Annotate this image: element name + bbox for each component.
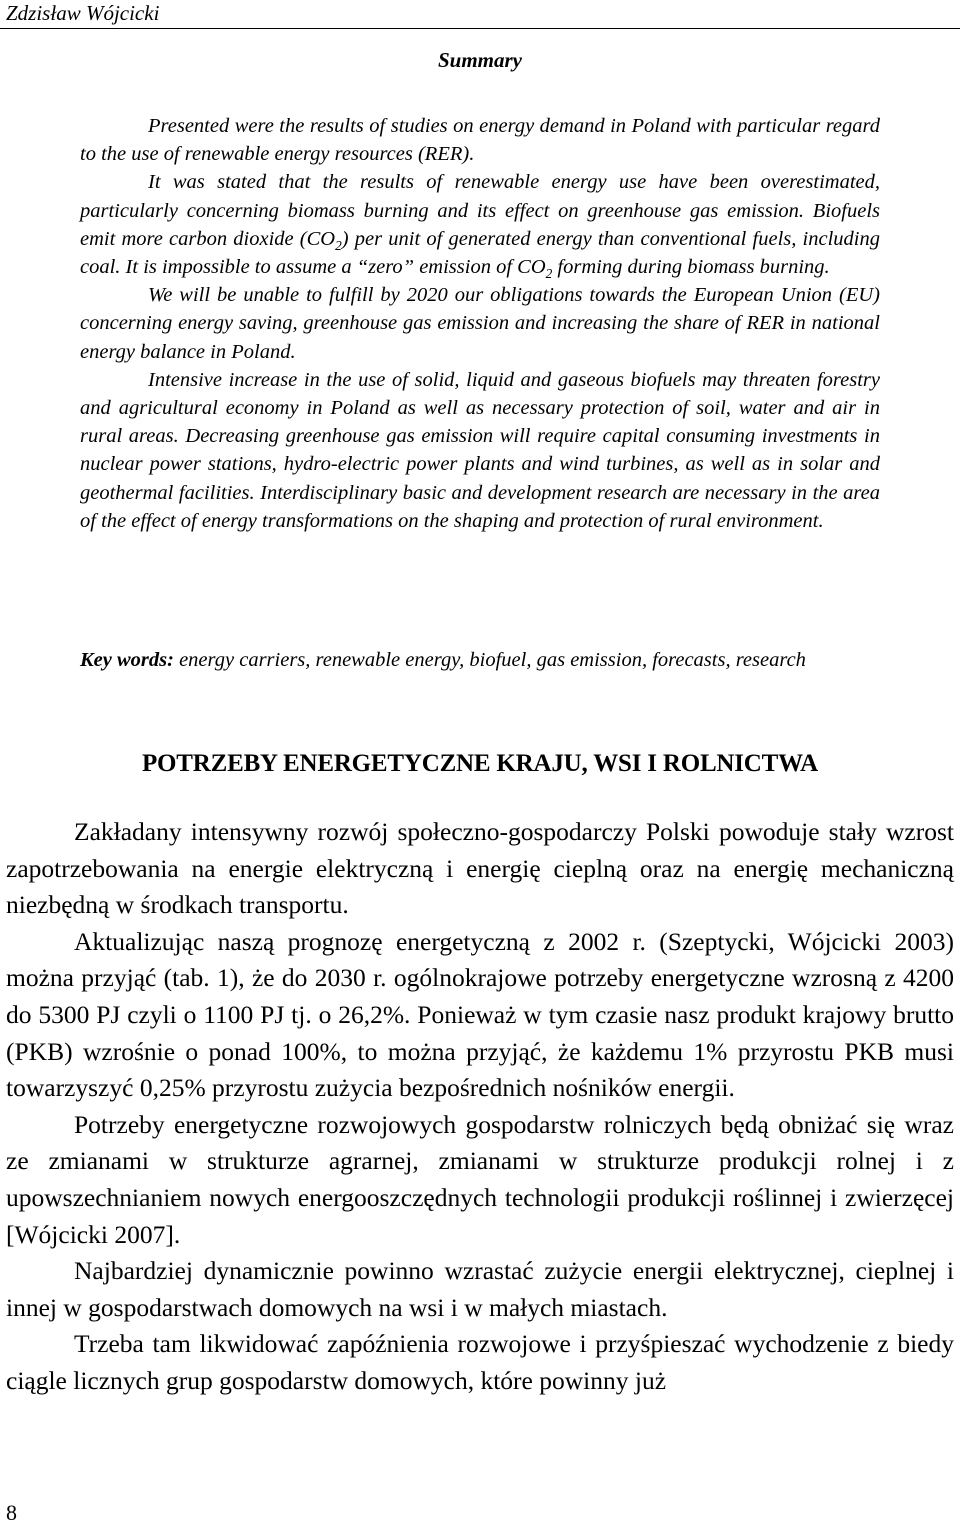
body-paragraph: Potrzeby energetyczne rozwojowych gospodarstw rolniczych będą obniżać się wraz ze zmianami w strukturze agrarnej, zmianami w strukturze produkcji rolnej i z upowszechnianiem nowych energooszczędnych technologii produkcji roślinnej i zwierzęcej [Wójcicki 2007].	[6, 1109, 954, 1249]
page-number: 8	[6, 1500, 17, 1525]
body-text	[6, 814, 954, 1400]
summary-p4: Intensive increase in the use of solid, liquid and gaseous biofuels may threaten forestry and agricultural economy in Poland as well as necessary protection of soil, water and air in rural areas. Decreasing greenhouse gas emission will require capital consuming investments in nuclear power stations, hydro-electric power plants and wind turbines, as well as in solar and geothermal facilities. Interdisciplinary basic and development research are necessary in the area of the effect of energy transformations on the shaping and protection of rural environment.	[80, 368, 880, 532]
header-author: Zdzisław Wójcicki	[6, 1, 160, 25]
summary-title: Summary	[437, 48, 523, 72]
summary-abstract	[80, 112, 880, 535]
body-paragraph: Najbardziej dynamicznie powinno wzrastać zużycie energii elektrycznej, cieplnej i innej w gospodarstwach domowych na wsi i w małych miastach.	[6, 1256, 954, 1322]
running-header	[0, 0, 960, 29]
subscript: 2	[545, 266, 553, 282]
summary-paragraph	[80, 112, 880, 168]
body-paragraph: Zakładany intensywny rozwój społeczno-gospodarczy Polski powoduje stały wzrost zapotrzebowania na energie elektryczną i energię cieplną oraz na energię mechaniczną niezbędną w środkach transportu.	[6, 817, 954, 920]
summary-p2-b: ) per unit of generated energy than conventional fuels, including coal. It is impossible to assume a “zero” emission of CO	[80, 227, 880, 279]
summary-paragraph	[80, 168, 880, 281]
summary-p3: We will be unable to fulfill by 2020 our obligations towards the European Union (EU) concerning energy saving, greenhouse gas emission and increasing the share of RER in national energy balance in Poland.	[80, 284, 880, 363]
summary-paragraph	[80, 281, 880, 366]
body-paragraph: Aktualizując naszą prognozę energetyczną z 2002 r. (Szeptycki, Wójcicki 2003) można przyjąć (tab. 1), że do 2030 r. ogólnokrajowe potrzeby energetyczne wzrosną z 4200 do 5300 PJ czyli o 1100 PJ tj. o 26,2%. Ponieważ w tym czasie nasz produkt krajowy brutto (PKB) wzrośnie o ponad 100%, to można przyjąć, że każdemu 1% przyrostu PKB musi towarzyszyć 0,25% przyrostu zużycia bezpośrednich nośników energii.	[6, 926, 954, 1103]
summary-p2-c: forming during biomass burning.	[552, 256, 830, 279]
subscript: 2	[335, 237, 342, 253]
keywords-text: energy carriers, renewable energy, biofuel, gas emission, forecasts, research	[173, 649, 806, 671]
section-heading: POTRZEBY ENERGETYCZNE KRAJU, WSI I ROLNICTWA	[141, 750, 819, 777]
body-paragraph: Trzeba tam likwidować zapóźnienia rozwojowe i przyśpieszać wychodzenie z biedy ciągle licznych grup gospodarstw domowych, które powinny już	[6, 1329, 954, 1395]
summary-p2-a: It was stated that the results of renewable energy use have been overestimated, particularly concerning biomass burning and its effect on greenhouse gas emission. Biofuels emit more carbon dioxide (CO	[80, 171, 880, 250]
keywords	[80, 646, 880, 675]
summary-p1: Presented were the results of studies on energy demand in Poland with particular regard to the use of renewable energy resources (RER).	[80, 115, 880, 166]
summary-paragraph	[80, 366, 880, 535]
keywords-label: Key words:	[80, 649, 174, 671]
